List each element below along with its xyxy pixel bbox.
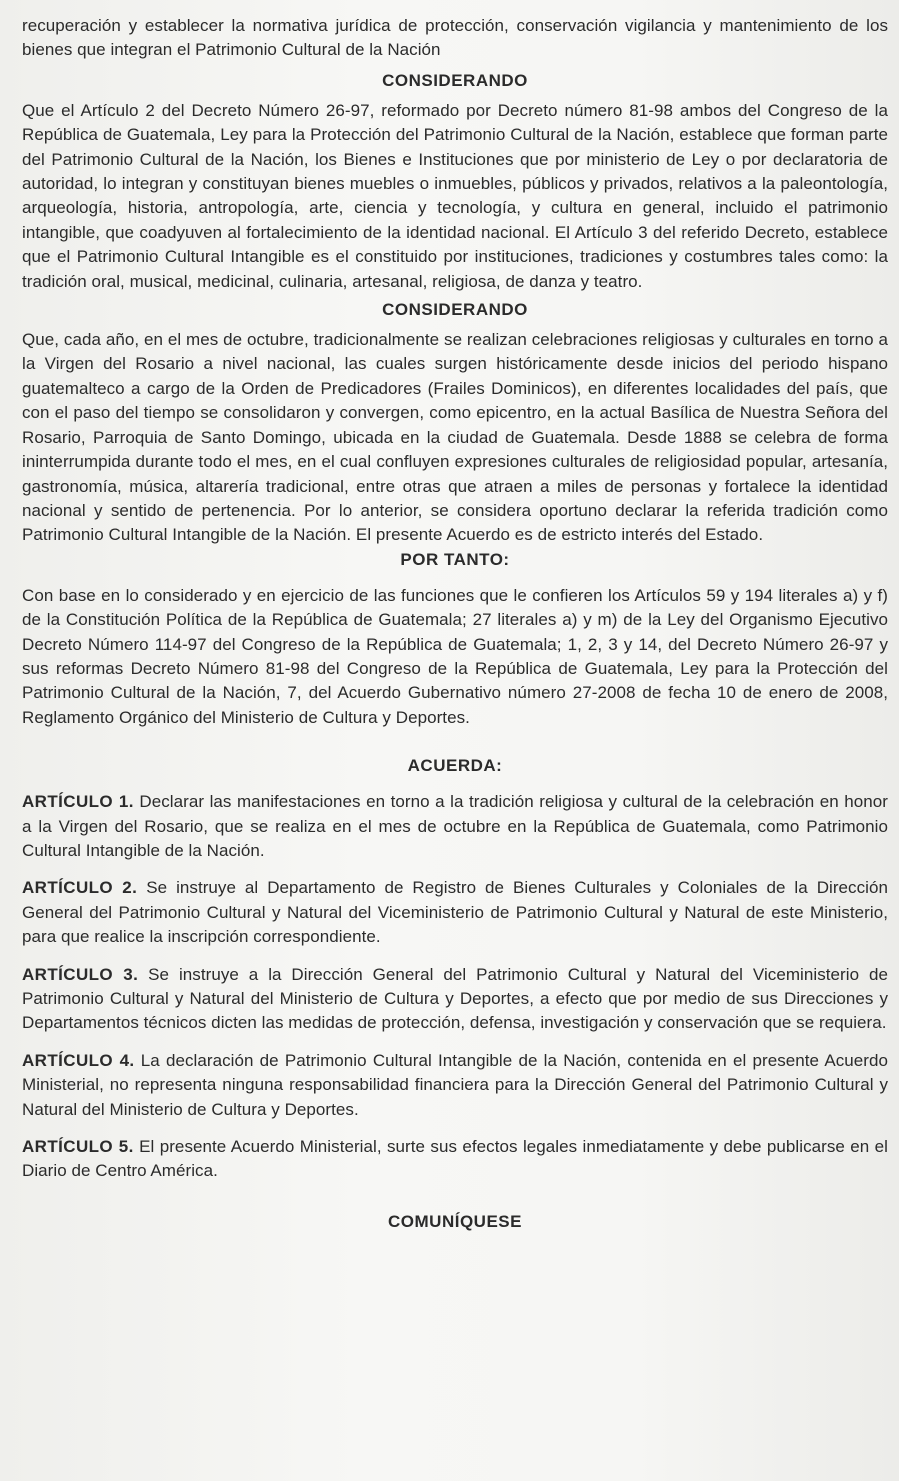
article-5-label: ARTÍCULO 5. — [22, 1137, 134, 1157]
article-4-label: ARTÍCULO 4. — [22, 1050, 135, 1070]
intro-paragraph: recuperación y establecer la normativa jurídica de protección, conservación vigilancia y mantenimiento de los bienes que integran el Patrimonio Cultural de la Nación — [22, 16, 888, 60]
article-2-label: ARTÍCULO 2. — [22, 878, 138, 898]
article-5-text: El presente Acuerdo Ministerial, surte sus efectos legales inmediatamente y debe publicarse en el Diario de Centro América. — [22, 1137, 888, 1181]
acuerda-heading: ACUERDA: — [407, 756, 503, 776]
article-3-text: Se instruye a la Dirección General del Patrimonio Cultural y Natural del Viceministerio de Patrimonio Cultural y Natural del Ministerio de Cultura y Deportes, a efecto que por medio de sus Direcciones y Departamentos técnicos dicten las medidas de protección, defensa, investigación y conservación que se requiera. — [22, 964, 888, 1033]
document-body — [22, 14, 888, 1234]
considerando-heading-2: CONSIDERANDO — [382, 300, 528, 320]
considerando-paragraph-2: Que, cada año, en el mes de octubre, tradicionalmente se realizan celebraciones religiosas y culturales en torno a la Virgen del Rosario a nivel nacional, las cuales surgen históricamente desde inicios del periodo hispano guatemalteco a cargo de la Orden de Predicadores (Frailes Dominicos), en diferentes localidades del país, que con el paso del tiempo se consolidaron y convergen, como epicentro, en la actual Basílica de Nuestra Señora del Rosario, Parroquia de Santo Domingo, ubicada en la ciudad de Guatemala. Desde 1888 se celebra de forma ininterrumpida durante todo el mes, en el cual confluyen expresiones culturales de religiosidad popular, artesanía, gastronomía, música, altarería tradicional, entre otras que atraen a miles de personas y fortalece la identidad nacional y sentido de pertenencia. Por lo anterior, se considera oportuno declarar la referida tradición como Patrimonio Cultural Intangible de la Nación. El presente Acuerdo es de estricto interés del Estado. — [22, 330, 888, 545]
por-tanto-paragraph: Con base en lo considerado y en ejercicio de las funciones que le confieren los Artículos 59 y 194 literales a) y f) de la Constitución Política de la República de Guatemala; 27 literales a) y m) de la Ley del Organismo Ejecutivo Decreto Número 114-97 del Congreso de la República de Guatemala; 1, 2, 3 y 14, del Decreto Número 26-97 y sus reformas Decreto Número 81-98 del Congreso de la República de Guatemala, Ley para la Protección del Patrimonio Cultural de la Nación, 7, del Acuerdo Gubernativo número 27-2008 de fecha 10 de enero de 2008, Reglamento Orgánico del Ministerio de Cultura y Deportes. — [22, 585, 888, 727]
article-2 — [22, 876, 888, 949]
considerando-heading-1: CONSIDERANDO — [382, 70, 528, 90]
article-1-text: Declarar las manifestaciones en torno a la tradición religiosa y cultural de la celebración en honor a la Virgen del Rosario, que se realiza en el mes de octubre en la República de Guatemala, como Patrimonio Cultural Intangible de la Nación. — [22, 792, 888, 860]
article-2-text: Se instruye al Departamento de Registro de Bienes Culturales y Coloniales de la Dirección General del Patrimonio Cultural y Natural del Viceministerio de Patrimonio Cultural y Natural de este Ministerio, para que realice la inscripción correspondiente. — [22, 878, 888, 947]
article-3 — [22, 963, 888, 1036]
considerando-paragraph-1: Que el Artículo 2 del Decreto Número 26-97, reformado por Decreto número 81-98 ambos del Congreso de la República de Guatemala, Ley para la Protección del Patrimonio Cultural de la Nación, establece que forman parte del Patrimonio Cultural de la Nación, los Bienes e Instituciones que por ministerio de Ley o por declaratoria de autoridad, lo integran y constituyan bienes muebles o inmuebles, públicos y privados, relativos a la paleontología, arqueología, historia, antropología, arte, ciencia y tecnología, y cultura en general, incluido el patrimonio intangible, que coadyuven al fortalecimiento de la identidad nacional. El Artículo 3 del referido Decreto, establece que el Patrimonio Cultural Intangible es el constituido por instituciones, tradiciones y costumbres tales como: la tradición oral, musical, medicinal, culinaria, artesanal, religiosa, de danza y teatro. — [22, 100, 888, 291]
closing-heading: COMUNÍQUESE — [388, 1211, 522, 1231]
article-4-text: La declaración de Patrimonio Cultural Intangible de la Nación, contenida en el presente Acuerdo Ministerial, no representa ninguna responsabilidad financiera para la Dirección General del Patrimonio Cultural y Natural del Ministerio de Cultura y Deportes. — [22, 1050, 888, 1119]
article-5 — [22, 1135, 888, 1184]
article-1 — [22, 790, 888, 863]
article-4 — [22, 1049, 888, 1122]
article-3-label: ARTÍCULO 3. — [22, 964, 139, 984]
por-tanto-heading: POR TANTO: — [400, 549, 510, 569]
article-1-label: ARTÍCULO 1. — [22, 792, 134, 812]
